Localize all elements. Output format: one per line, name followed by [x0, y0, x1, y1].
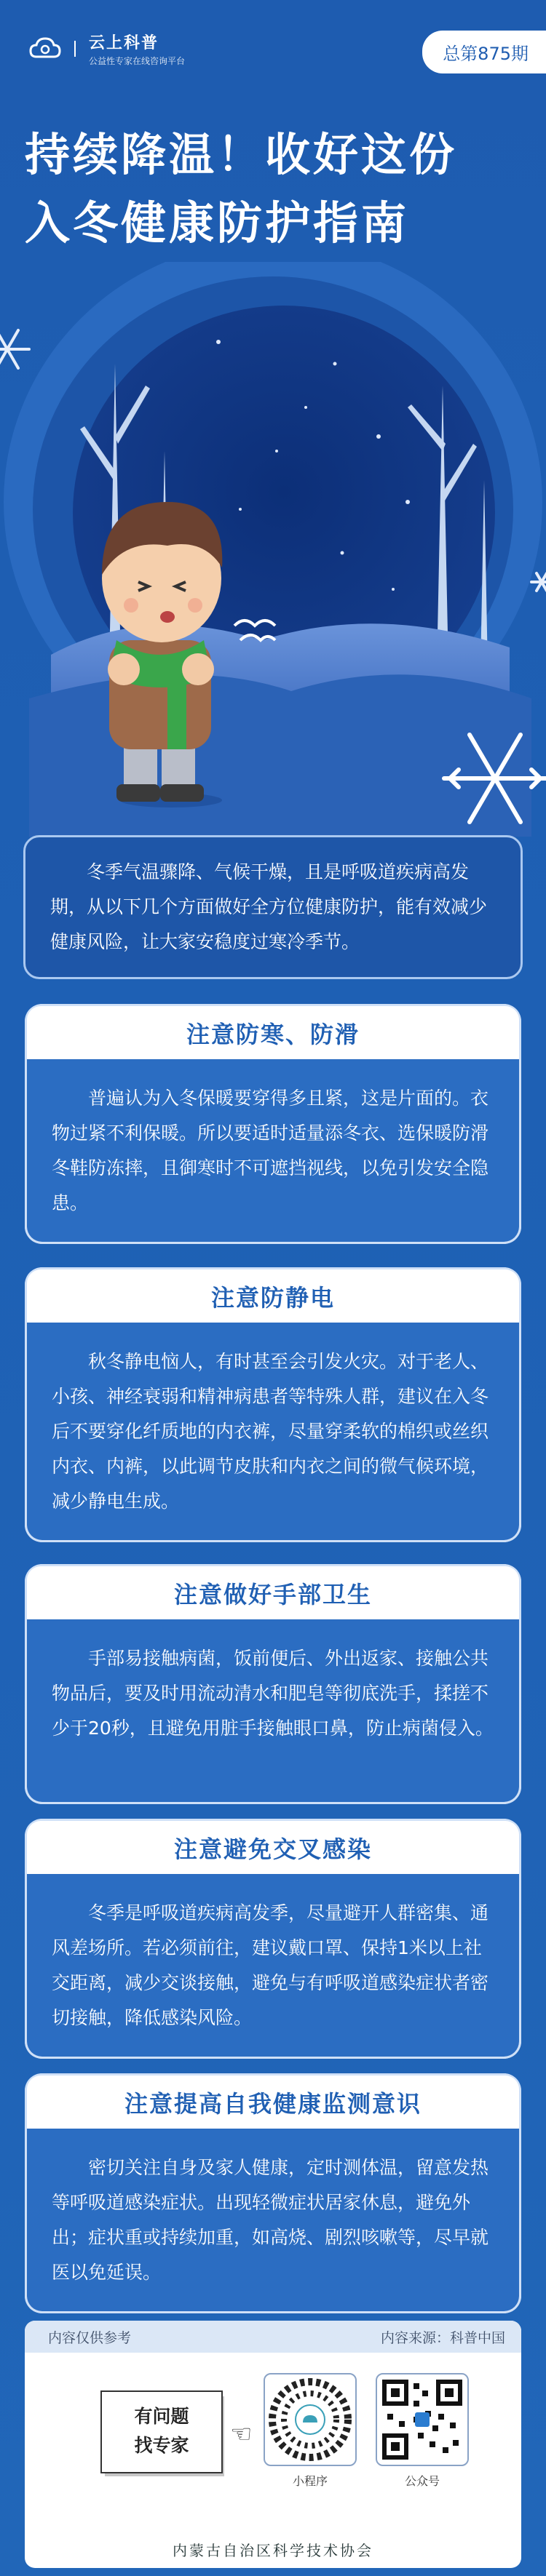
mini-program-qr-icon [264, 2373, 357, 2466]
section-body: 密切关注自身及家人健康，定时测体温，留意发热等呼吸道感染症状。出现轻微症状居家休息，避免外出；症状重或持续加重，如高烧、剧烈咳嗽等，尽早就医以免延误。 [25, 2129, 521, 2313]
section-card-cross-infection [25, 1819, 521, 2059]
source-text: 内容来源：科普中国 [380, 2329, 505, 2346]
footer-bar [25, 2321, 521, 2353]
page-title [25, 121, 457, 258]
section-card-cold-slip [25, 1004, 521, 1244]
section-card-health-monitoring [25, 2073, 521, 2313]
section-body: 手部易接触病菌，饭前便后、外出返家、接触公共物品后，要及时用流动清水和肥皂等彻底洗手，揉搓不少于20秒，且避免用脏手接触眼口鼻，防止病菌侵入。 [25, 1619, 521, 1804]
ask-expert-button[interactable] [100, 2390, 223, 2473]
section-title: 注意避免交叉感染 [25, 1819, 521, 1874]
issue-number-badge: 总第875期 [422, 31, 546, 73]
logo-divider [74, 41, 76, 57]
app-logo[interactable] [29, 31, 185, 67]
section-title: 注意做好手部卫生 [25, 1564, 521, 1619]
logo-name: 云上科普 [89, 34, 159, 52]
title-line-1: 持续降温！收好这份 [25, 128, 458, 181]
ask-expert-line-1: 有问题 [134, 2406, 189, 2427]
section-body: 秋冬静电恼人，有时甚至会引发火灾。对于老人、小孩、神经衰弱和精神病患者等特殊人群，建议在入冬后不要穿化纤质地的内衣裤，尽量穿柔软的棉织或丝织内衣、内裤，以此调节皮肤和内衣之间的微气候环境，减少静电生成。 [25, 1323, 521, 1542]
cloud-logo-icon [29, 36, 61, 61]
disclaimer-text: 内容仅供参考 [48, 2329, 132, 2346]
section-card-static [25, 1267, 521, 1542]
footer-panel [25, 2321, 521, 2568]
title-line-2: 入冬健康防护指南 [25, 196, 410, 250]
section-body: 普遍认为入冬保暖要穿得多且紧，这是片面的。衣物过紧不利保暖。所以要适时适量添冬衣、选保暖防滑冬鞋防冻摔，且御寒时不可遮挡视线，以免引发安全隐患。 [25, 1059, 521, 1244]
official-account-qr[interactable] [374, 2373, 470, 2489]
ask-expert-line-2: 找专家 [134, 2435, 189, 2456]
mini-program-qr[interactable] [262, 2373, 358, 2489]
winter-hero-illustration [0, 262, 546, 837]
section-title: 注意防静电 [25, 1267, 521, 1323]
section-title: 注意防寒、防滑 [25, 1004, 521, 1059]
ask-expert-label [102, 2402, 221, 2460]
logo-subtitle: 公益性专家在线咨询平台 [89, 56, 186, 66]
section-title: 注意提高自我健康监测意识 [25, 2073, 521, 2129]
section-body: 冬季是呼吸道疾病高发季，尽量避开人群密集、通风差场所。若必须前往，建议戴口罩、保持1米以上社交距离，减少交谈接触，避免与有呼吸道感染症状者密切接触，降低感染风险。 [25, 1874, 521, 2059]
intro-text: 冬季气温骤降、气候干燥，且是呼吸道疾病高发期，从以下几个方面做好全方位健康防护，能有效减少健康风险，让大家安稳度过寒冷季节。 [23, 835, 523, 979]
pointing-hand-icon: ☜ [230, 2420, 253, 2449]
logo-text [89, 31, 185, 67]
organization-name: 内蒙古自治区科学技术协会 [173, 2542, 373, 2559]
official-account-qr-icon [376, 2373, 469, 2466]
official-account-label: 公众号 [404, 2474, 440, 2488]
mini-program-label: 小程序 [292, 2474, 328, 2488]
section-card-hand-hygiene [25, 1564, 521, 1804]
